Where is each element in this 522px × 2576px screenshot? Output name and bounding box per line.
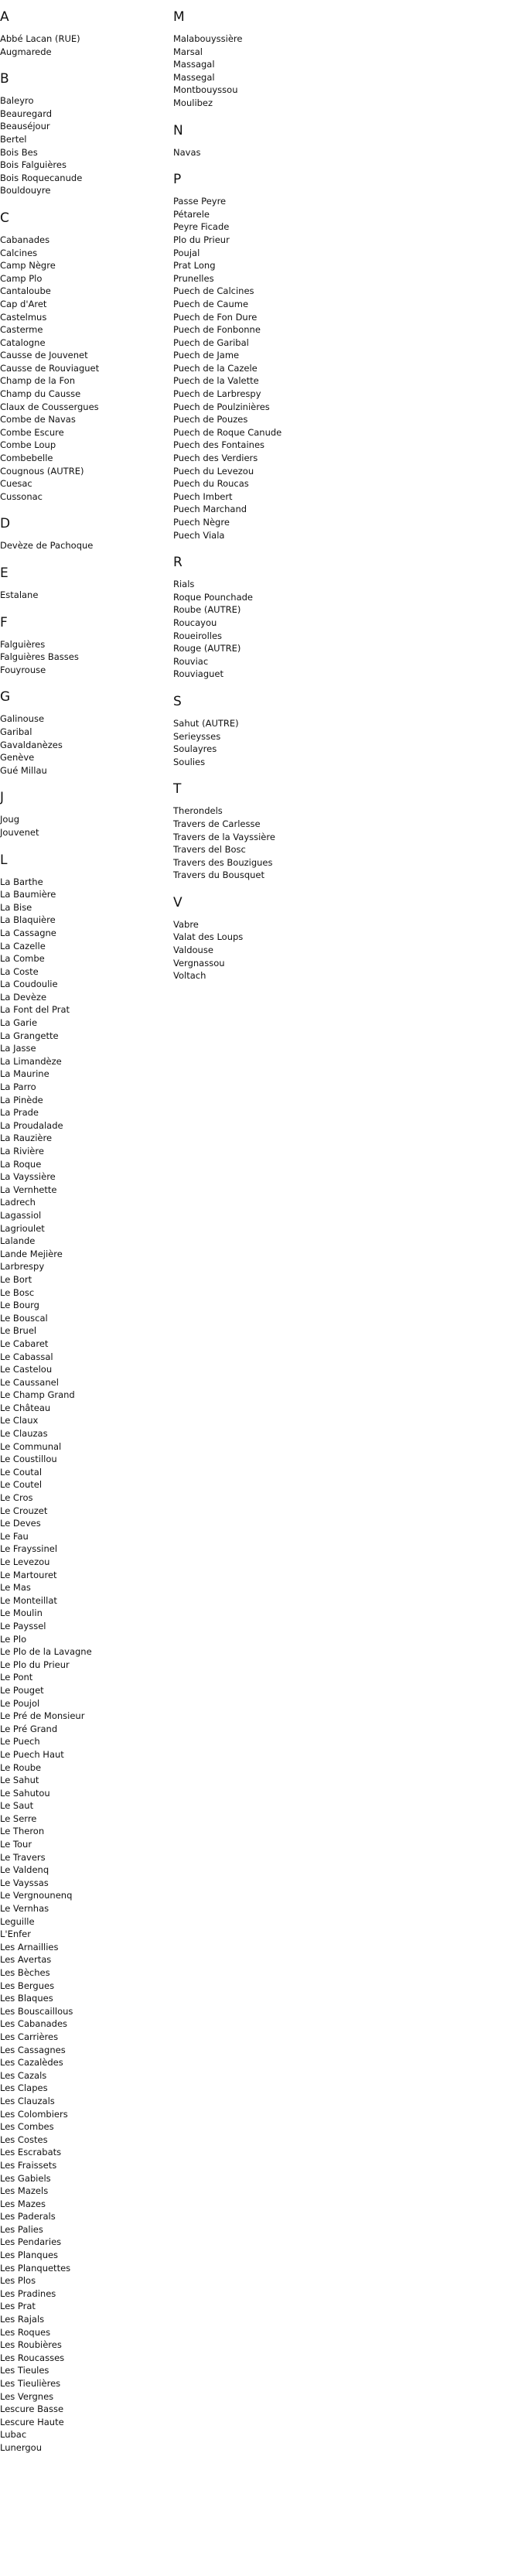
place-link-bertel[interactable]: Bertel: [0, 133, 27, 145]
place-link-le-communal[interactable]: Le Communal: [0, 1440, 62, 1452]
place-link-la-grangette[interactable]: La Grangette: [0, 1030, 59, 1041]
letter-group-b: [0, 71, 162, 197]
place-link-les-costes[interactable]: Les Costes: [0, 2134, 48, 2145]
place-link-soulies[interactable]: Soulies: [173, 756, 206, 767]
place-link-le-bruel[interactable]: Le Bruel: [0, 1325, 37, 1337]
letter-group-g: [0, 689, 162, 777]
place-link-valdouse[interactable]: Valdouse: [173, 945, 213, 956]
place-link-rouviac[interactable]: Rouviac: [173, 655, 209, 667]
letter-heading: F: [0, 614, 8, 630]
place-link-cussonac[interactable]: Cussonac: [0, 490, 43, 502]
letter-heading: L: [0, 852, 8, 868]
place-link-le-cabaret[interactable]: Le Cabaret: [0, 1338, 49, 1349]
place-link-la-garie[interactable]: La Garie: [0, 1017, 38, 1029]
place-link-combebelle[interactable]: Combebelle: [0, 453, 53, 464]
place-link-puech-de-caume[interactable]: Puech de Caume: [173, 298, 249, 309]
place-link-joug[interactable]: Joug: [0, 814, 20, 825]
place-link-champ-du-causse[interactable]: Champ du Causse: [0, 388, 81, 400]
place-link-vergnassou[interactable]: Vergnassou: [173, 957, 225, 969]
place-link-massegal[interactable]: Massegal: [173, 71, 215, 83]
place-link-roucayou[interactable]: Roucayou: [173, 617, 217, 628]
place-link-beauregard[interactable]: Beauregard: [0, 108, 53, 119]
place-link-la-rauziere[interactable]: La Rauzière: [0, 1133, 53, 1144]
place-link-le-frayssinel[interactable]: Le Frayssinel: [0, 1543, 58, 1555]
place-link-les-clapes[interactable]: Les Clapes: [0, 2082, 48, 2094]
place-link-le-sahutou[interactable]: Le Sahutou: [0, 1787, 50, 1799]
place-link-lande-mejiere[interactable]: Lande Mejière: [0, 1248, 63, 1259]
place-link-les-roucasses[interactable]: Les Roucasses: [0, 2352, 65, 2363]
place-link-la-deveze[interactable]: La Devèze: [0, 991, 47, 1003]
place-link-le-coutal[interactable]: Le Coutal: [0, 1466, 43, 1478]
place-link-les-pradines[interactable]: Les Pradines: [0, 2287, 56, 2299]
place-link-le-bosc[interactable]: Le Bosc: [0, 1286, 35, 1298]
place-link-serieysses[interactable]: Serieysses: [173, 730, 221, 742]
place-link-les-bouscaillous[interactable]: Les Bouscaillous: [0, 2005, 73, 2017]
place-link-falguieres-basses[interactable]: Falguières Basses: [0, 651, 79, 663]
place-link-cougnous-autre[interactable]: Cougnous (AUTRE): [0, 465, 84, 477]
place-link-les-beches[interactable]: Les Bèches: [0, 1967, 50, 1978]
place-link-passe-peyre[interactable]: Passe Peyre: [173, 196, 227, 207]
place-link-le-payssel[interactable]: Le Payssel: [0, 1620, 46, 1631]
place-link-fouyrouse[interactable]: Fouyrouse: [0, 664, 46, 675]
letter-heading: S: [173, 693, 182, 709]
place-link-puech-de-fonbonne[interactable]: Puech de Fonbonne: [173, 324, 261, 336]
place-link-la-pinede[interactable]: La Pinède: [0, 1094, 43, 1105]
place-link-la-parro[interactable]: La Parro: [0, 1081, 36, 1093]
place-link-travers-des-bouzigues[interactable]: Travers des Bouzigues: [173, 856, 273, 868]
place-link-le-serre[interactable]: Le Serre: [0, 1812, 37, 1824]
place-link-le-moulin[interactable]: Le Moulin: [0, 1607, 43, 1619]
place-link-puech-des-fontaines[interactable]: Puech des Fontaines: [173, 439, 265, 451]
place-link-voltach[interactable]: Voltach: [173, 970, 206, 982]
place-link-puech-de-garibal[interactable]: Puech de Garibal: [173, 337, 249, 348]
place-link-les-cabanades[interactable]: Les Cabanades: [0, 2018, 68, 2030]
place-link-les-vergnes[interactable]: Les Vergnes: [0, 2390, 54, 2402]
place-link-champ-de-la-fon[interactable]: Champ de la Fon: [0, 375, 75, 387]
place-link-la-coudoulie[interactable]: La Coudoulie: [0, 979, 58, 990]
place-link-montbouyssou[interactable]: Montbouyssou: [173, 84, 238, 96]
place-link-les-roubieres[interactable]: Les Roubières: [0, 2339, 62, 2351]
place-link-la-blaquiere[interactable]: La Blaquière: [0, 914, 56, 926]
place-link-la-coste[interactable]: La Coste: [0, 965, 39, 977]
place-link-les-pendaries[interactable]: Les Pendaries: [0, 2236, 62, 2248]
place-link-le-caussanel[interactable]: Le Caussanel: [0, 1376, 59, 1388]
place-link-poujal[interactable]: Poujal: [173, 247, 200, 258]
letter-group-a: [0, 9, 162, 58]
place-link-bois-bes[interactable]: Bois Bes: [0, 146, 38, 158]
place-link-le-martouret[interactable]: Le Martouret: [0, 1569, 57, 1580]
place-link-le-bourg[interactable]: Le Bourg: [0, 1300, 39, 1311]
place-link-le-deves[interactable]: Le Deves: [0, 1518, 41, 1529]
place-link-roque-pounchade[interactable]: Roque Pounchade: [173, 591, 254, 603]
letter-heading: R: [173, 555, 183, 571]
place-link-puech-de-larbrespy[interactable]: Puech de Larbrespy: [173, 388, 261, 400]
place-link-abbe-lacan-rue[interactable]: Abbé Lacan (RUE): [0, 33, 80, 44]
place-link-le-mas[interactable]: Le Mas: [0, 1582, 31, 1594]
index-column-left: [0, 9, 162, 2468]
place-link-puech-du-levezou[interactable]: Puech du Levezou: [173, 465, 254, 477]
place-link-beausejour[interactable]: Beauséjour: [0, 121, 50, 132]
place-link-le-tour[interactable]: Le Tour: [0, 1839, 32, 1850]
place-link-la-riviere[interactable]: La Rivière: [0, 1146, 44, 1156]
letter-heading: N: [173, 122, 183, 138]
place-link-les-cazaledes[interactable]: Les Cazalèdes: [0, 2057, 63, 2069]
letter-group-n: [173, 123, 328, 159]
place-link-le-crouzet[interactable]: Le Crouzet: [0, 1505, 48, 1516]
place-link-les-blaques[interactable]: Les Blaques: [0, 1993, 53, 2004]
place-link-puech-de-roque-canude[interactable]: Puech de Roque Canude: [173, 426, 282, 438]
place-link-rials[interactable]: Rials: [173, 579, 195, 590]
place-link-causse-de-rouviaguet[interactable]: Causse de Rouviaguet: [0, 362, 100, 374]
place-link-rouge-autre[interactable]: Rouge (AUTRE): [173, 643, 241, 654]
place-link-la-vernhette[interactable]: La Vernhette: [0, 1184, 57, 1195]
letter-group-v: [173, 895, 328, 982]
place-link-combe-loup[interactable]: Combe Loup: [0, 439, 56, 451]
place-link-travers-de-la-vayssiere[interactable]: Travers de la Vayssière: [173, 831, 275, 842]
place-link-puech-imbert[interactable]: Puech Imbert: [173, 490, 233, 502]
place-link-les-tieulieres[interactable]: Les Tieulières: [0, 2378, 61, 2389]
place-link-cantaloube[interactable]: Cantaloube: [0, 285, 51, 297]
place-link-bois-falguieres[interactable]: Bois Falguières: [0, 159, 67, 171]
place-link-cap-d-aret[interactable]: Cap d'Aret: [0, 298, 47, 309]
letter-heading: C: [0, 210, 9, 226]
letter-group-j: [0, 790, 162, 839]
place-link-la-baumiere[interactable]: La Baumière: [0, 889, 56, 900]
place-link-le-puech-haut[interactable]: Le Puech Haut: [0, 1748, 64, 1760]
place-link-le-vernhas[interactable]: Le Vernhas: [0, 1903, 49, 1915]
place-link-le-poujol[interactable]: Le Poujol: [0, 1697, 40, 1709]
place-link-vabre[interactable]: Vabre: [173, 918, 199, 930]
place-link-les-rajals[interactable]: Les Rajals: [0, 2314, 45, 2325]
place-link-les-gabiels[interactable]: Les Gabiels: [0, 2172, 51, 2184]
place-link-la-limandeze[interactable]: La Limandèze: [0, 1055, 62, 1067]
letter-heading: P: [173, 172, 182, 188]
place-link-calcines[interactable]: Calcines: [0, 247, 38, 258]
place-link-la-font-del-prat[interactable]: La Font del Prat: [0, 1004, 70, 1016]
place-link-garibal[interactable]: Garibal: [0, 726, 32, 737]
place-link-les-combes[interactable]: Les Combes: [0, 2121, 54, 2133]
place-link-le-plo[interactable]: Le Plo: [0, 1633, 27, 1645]
place-link-puech-de-calcines[interactable]: Puech de Calcines: [173, 285, 254, 297]
letter-heading: B: [0, 71, 9, 87]
place-link-catalogne[interactable]: Catalogne: [0, 337, 46, 348]
place-link-puech-de-fon-dure[interactable]: Puech de Fon Dure: [173, 311, 258, 323]
place-link-larbrespy[interactable]: Larbrespy: [0, 1261, 45, 1273]
place-link-la-barthe[interactable]: La Barthe: [0, 876, 43, 887]
place-link-les-fraissets[interactable]: Les Fraissets: [0, 2159, 57, 2171]
place-link-le-pre-de-monsieur[interactable]: Le Pré de Monsieur: [0, 1710, 85, 1722]
place-link-combe-escure[interactable]: Combe Escure: [0, 426, 64, 438]
place-link-lalande[interactable]: Lalande: [0, 1235, 36, 1247]
place-link-le-pre-grand[interactable]: Le Pré Grand: [0, 1723, 58, 1734]
place-link-estalane[interactable]: Estalane: [0, 589, 39, 600]
place-link-soulayres[interactable]: Soulayres: [173, 743, 217, 755]
place-link-les-cazals[interactable]: Les Cazals: [0, 2069, 47, 2081]
place-link-le-vayssas[interactable]: Le Vayssas: [0, 1877, 49, 1888]
place-link-puech-du-roucas[interactable]: Puech du Roucas: [173, 478, 249, 490]
place-link-claux-de-coussergues[interactable]: Claux de Coussergues: [0, 401, 99, 412]
place-link-puech-de-la-valette[interactable]: Puech de la Valette: [173, 375, 259, 387]
place-link-valat-des-loups[interactable]: Valat des Loups: [173, 931, 244, 943]
letter-group-c: [0, 210, 162, 503]
place-link-lubac[interactable]: Lubac: [0, 2429, 27, 2441]
place-link-falguieres[interactable]: Falguières: [0, 638, 46, 650]
place-link-lagassiol[interactable]: Lagassiol: [0, 1209, 42, 1221]
place-link-casterme[interactable]: Casterme: [0, 324, 43, 336]
place-link-les-roques[interactable]: Les Roques: [0, 2326, 51, 2338]
place-link-roube-autre[interactable]: Roube (AUTRE): [173, 604, 241, 616]
letter-group-r: [173, 555, 328, 681]
place-link-lunergou[interactable]: Lunergou: [0, 2441, 43, 2453]
place-link-les-mazels[interactable]: Les Mazels: [0, 2185, 49, 2197]
letter-group-t: [173, 781, 328, 882]
place-link-le-vergnounenq[interactable]: Le Vergnounenq: [0, 1890, 73, 1901]
place-link-cabanades[interactable]: Cabanades: [0, 234, 50, 245]
place-link-navas[interactable]: Navas: [173, 146, 201, 158]
place-link-puech-viala[interactable]: Puech Viala: [173, 529, 225, 541]
place-link-puech-de-poulzinieres[interactable]: Puech de Poulzinières: [173, 401, 270, 412]
place-link-le-clauzas[interactable]: Le Clauzas: [0, 1428, 48, 1440]
place-link-rouviaguet[interactable]: Rouviaguet: [173, 668, 224, 680]
place-link-les-carrieres[interactable]: Les Carrières: [0, 2031, 59, 2042]
letter-heading: A: [0, 9, 9, 25]
place-link-les-arnaillies[interactable]: Les Arnaillies: [0, 1941, 59, 1952]
place-link-sahut-autre[interactable]: Sahut (AUTRE): [173, 717, 239, 729]
place-link-puech-de-jame[interactable]: Puech de Jame: [173, 350, 240, 361]
place-link-les-palies[interactable]: Les Palies: [0, 2223, 43, 2235]
letter-group-d: [0, 516, 162, 552]
place-link-les-avertas[interactable]: Les Avertas: [0, 1954, 52, 1966]
place-link-la-vayssiere[interactable]: La Vayssière: [0, 1171, 56, 1183]
place-link-les-clauzals[interactable]: Les Clauzals: [0, 2095, 55, 2106]
place-link-la-prade[interactable]: La Prade: [0, 1107, 39, 1119]
place-link-les-escrabats[interactable]: Les Escrabats: [0, 2147, 62, 2158]
place-link-travers-de-carlesse[interactable]: Travers de Carlesse: [173, 818, 261, 829]
place-link-castelmus[interactable]: Castelmus: [0, 311, 47, 323]
place-link-la-cassagne[interactable]: La Cassagne: [0, 927, 56, 938]
place-link-moulibez[interactable]: Moulibez: [173, 97, 213, 108]
letter-heading: E: [0, 565, 9, 581]
place-link-camp-plo[interactable]: Camp Plo: [0, 272, 43, 284]
place-link-les-bergues[interactable]: Les Bergues: [0, 1980, 55, 1991]
place-link-bois-roquecanude[interactable]: Bois Roquecanude: [0, 172, 83, 183]
place-link-bouldouyre[interactable]: Bouldouyre: [0, 185, 51, 196]
place-link-la-roque[interactable]: La Roque: [0, 1158, 42, 1170]
place-link-le-puech[interactable]: Le Puech: [0, 1736, 40, 1748]
letter-group-e: [0, 565, 162, 602]
place-link-le-claux[interactable]: Le Claux: [0, 1415, 39, 1426]
letter-group-m: [173, 9, 328, 110]
place-link-le-monteillat[interactable]: Le Monteillat: [0, 1594, 57, 1606]
place-link-le-champ-grand[interactable]: Le Champ Grand: [0, 1389, 75, 1401]
place-link-les-tieules[interactable]: Les Tieules: [0, 2365, 49, 2376]
letter-group-l: [0, 852, 162, 2455]
place-link-l-enfer[interactable]: L'Enfer: [0, 1929, 31, 1940]
place-link-galinouse[interactable]: Galinouse: [0, 713, 45, 725]
place-link-baleyro[interactable]: Baleyro: [0, 95, 34, 107]
place-link-le-cros[interactable]: Le Cros: [0, 1492, 33, 1504]
place-link-combe-de-navas[interactable]: Combe de Navas: [0, 414, 76, 425]
place-link-le-saut[interactable]: Le Saut: [0, 1800, 34, 1812]
place-link-le-fau[interactable]: Le Fau: [0, 1530, 29, 1542]
place-link-puech-de-la-cazele[interactable]: Puech de la Cazele: [173, 362, 258, 374]
place-link-la-proudalade[interactable]: La Proudalade: [0, 1119, 63, 1131]
letter-heading: M: [173, 9, 185, 25]
index-column-right: [173, 9, 328, 996]
place-link-roueirolles[interactable]: Roueirolles: [173, 630, 223, 641]
place-link-le-sahut[interactable]: Le Sahut: [0, 1775, 39, 1786]
place-link-le-travers[interactable]: Le Travers: [0, 1851, 46, 1863]
letter-heading: V: [173, 894, 183, 910]
place-link-les-colombiers[interactable]: Les Colombiers: [0, 2108, 68, 2120]
place-link-lescure-basse[interactable]: Lescure Basse: [0, 2403, 64, 2415]
place-link-prat-long[interactable]: Prat Long: [173, 260, 216, 272]
place-link-lescure-haute[interactable]: Lescure Haute: [0, 2416, 64, 2427]
place-link-plo-du-prieur[interactable]: Plo du Prieur: [173, 234, 230, 245]
place-link-le-chateau[interactable]: Le Château: [0, 1402, 51, 1413]
place-link-les-cassagnes[interactable]: Les Cassagnes: [0, 2044, 66, 2055]
letter-group-p: [173, 172, 328, 542]
place-link-massagal[interactable]: Massagal: [173, 59, 215, 70]
place-link-le-coutel[interactable]: Le Coutel: [0, 1479, 43, 1491]
place-link-le-roube[interactable]: Le Roube: [0, 1761, 42, 1773]
place-link-ladrech[interactable]: Ladrech: [0, 1197, 36, 1208]
place-link-le-valdenq[interactable]: Le Valdenq: [0, 1864, 49, 1876]
letter-heading: D: [0, 516, 11, 532]
letter-heading: T: [173, 781, 182, 798]
place-link-le-bouscal[interactable]: Le Bouscal: [0, 1312, 48, 1324]
place-link-le-pont[interactable]: Le Pont: [0, 1672, 33, 1683]
place-link-puech-marchand[interactable]: Puech Marchand: [173, 504, 247, 515]
place-link-les-prat[interactable]: Les Prat: [0, 2301, 36, 2312]
place-link-la-bise[interactable]: La Bise: [0, 901, 32, 913]
place-link-cuesac[interactable]: Cuesac: [0, 478, 32, 490]
place-link-causse-de-jouvenet[interactable]: Causse de Jouvenet: [0, 350, 88, 361]
place-link-le-levezou[interactable]: Le Levezou: [0, 1556, 50, 1567]
place-link-la-combe[interactable]: La Combe: [0, 953, 45, 965]
place-link-deveze-de-pachoque[interactable]: Devèze de Pachoque: [0, 540, 94, 552]
place-link-la-cazelle[interactable]: La Cazelle: [0, 940, 46, 951]
place-link-la-jasse[interactable]: La Jasse: [0, 1043, 36, 1054]
letter-heading: J: [0, 790, 5, 806]
place-link-peyre-ficade[interactable]: Peyre Ficade: [173, 221, 230, 233]
place-link-les-paderals[interactable]: Les Paderals: [0, 2211, 56, 2222]
place-link-le-bort[interactable]: Le Bort: [0, 1273, 32, 1285]
place-link-travers-del-bosc[interactable]: Travers del Bosc: [173, 844, 246, 856]
letter-heading: G: [0, 689, 11, 705]
place-link-augmarede[interactable]: Augmarede: [0, 46, 52, 57]
place-link-la-maurine[interactable]: La Maurine: [0, 1068, 49, 1080]
place-link-jouvenet[interactable]: Jouvenet: [0, 826, 39, 838]
place-link-geneve[interactable]: Genève: [0, 752, 35, 764]
place-link-puech-negre[interactable]: Puech Nègre: [173, 517, 230, 528]
place-link-travers-du-bousquet[interactable]: Travers du Bousquet: [173, 869, 264, 881]
letter-group-s: [173, 694, 328, 768]
place-link-gue-millau[interactable]: Gué Millau: [0, 764, 47, 776]
place-link-le-plo-du-prieur[interactable]: Le Plo du Prieur: [0, 1659, 70, 1670]
place-link-camp-negre[interactable]: Camp Nègre: [0, 260, 56, 272]
letter-group-f: [0, 615, 162, 677]
place-link-therondels[interactable]: Therondels: [173, 805, 223, 817]
place-link-les-plos[interactable]: Les Plos: [0, 2275, 36, 2287]
place-link-les-planques[interactable]: Les Planques: [0, 2250, 59, 2261]
place-link-les-mazes[interactable]: Les Mazes: [0, 2198, 46, 2209]
place-link-puech-de-pouzes[interactable]: Puech de Pouzes: [173, 414, 248, 425]
place-link-le-cabassal[interactable]: Le Cabassal: [0, 1351, 53, 1362]
place-link-malabouyssiere[interactable]: Malabouyssière: [173, 33, 243, 44]
place-link-le-theron[interactable]: Le Theron: [0, 1826, 45, 1837]
place-link-marsal[interactable]: Marsal: [173, 46, 203, 57]
place-link-prunelles[interactable]: Prunelles: [173, 272, 214, 284]
place-link-gavaldanezes[interactable]: Gavaldanèzes: [0, 739, 63, 750]
place-link-lagrioulet[interactable]: Lagrioulet: [0, 1222, 45, 1234]
place-link-le-castelou[interactable]: Le Castelou: [0, 1364, 53, 1375]
place-link-puech-des-verdiers[interactable]: Puech des Verdiers: [173, 453, 258, 464]
place-link-leguille[interactable]: Leguille: [0, 1915, 35, 1927]
place-link-le-pouget[interactable]: Le Pouget: [0, 1684, 44, 1696]
place-link-petarele[interactable]: Pétarele: [173, 208, 210, 220]
place-link-les-planquettes[interactable]: Les Planquettes: [0, 2262, 71, 2274]
place-link-le-plo-de-la-lavagne[interactable]: Le Plo de la Lavagne: [0, 1646, 92, 1658]
place-link-le-coustillou[interactable]: Le Coustillou: [0, 1454, 57, 1465]
